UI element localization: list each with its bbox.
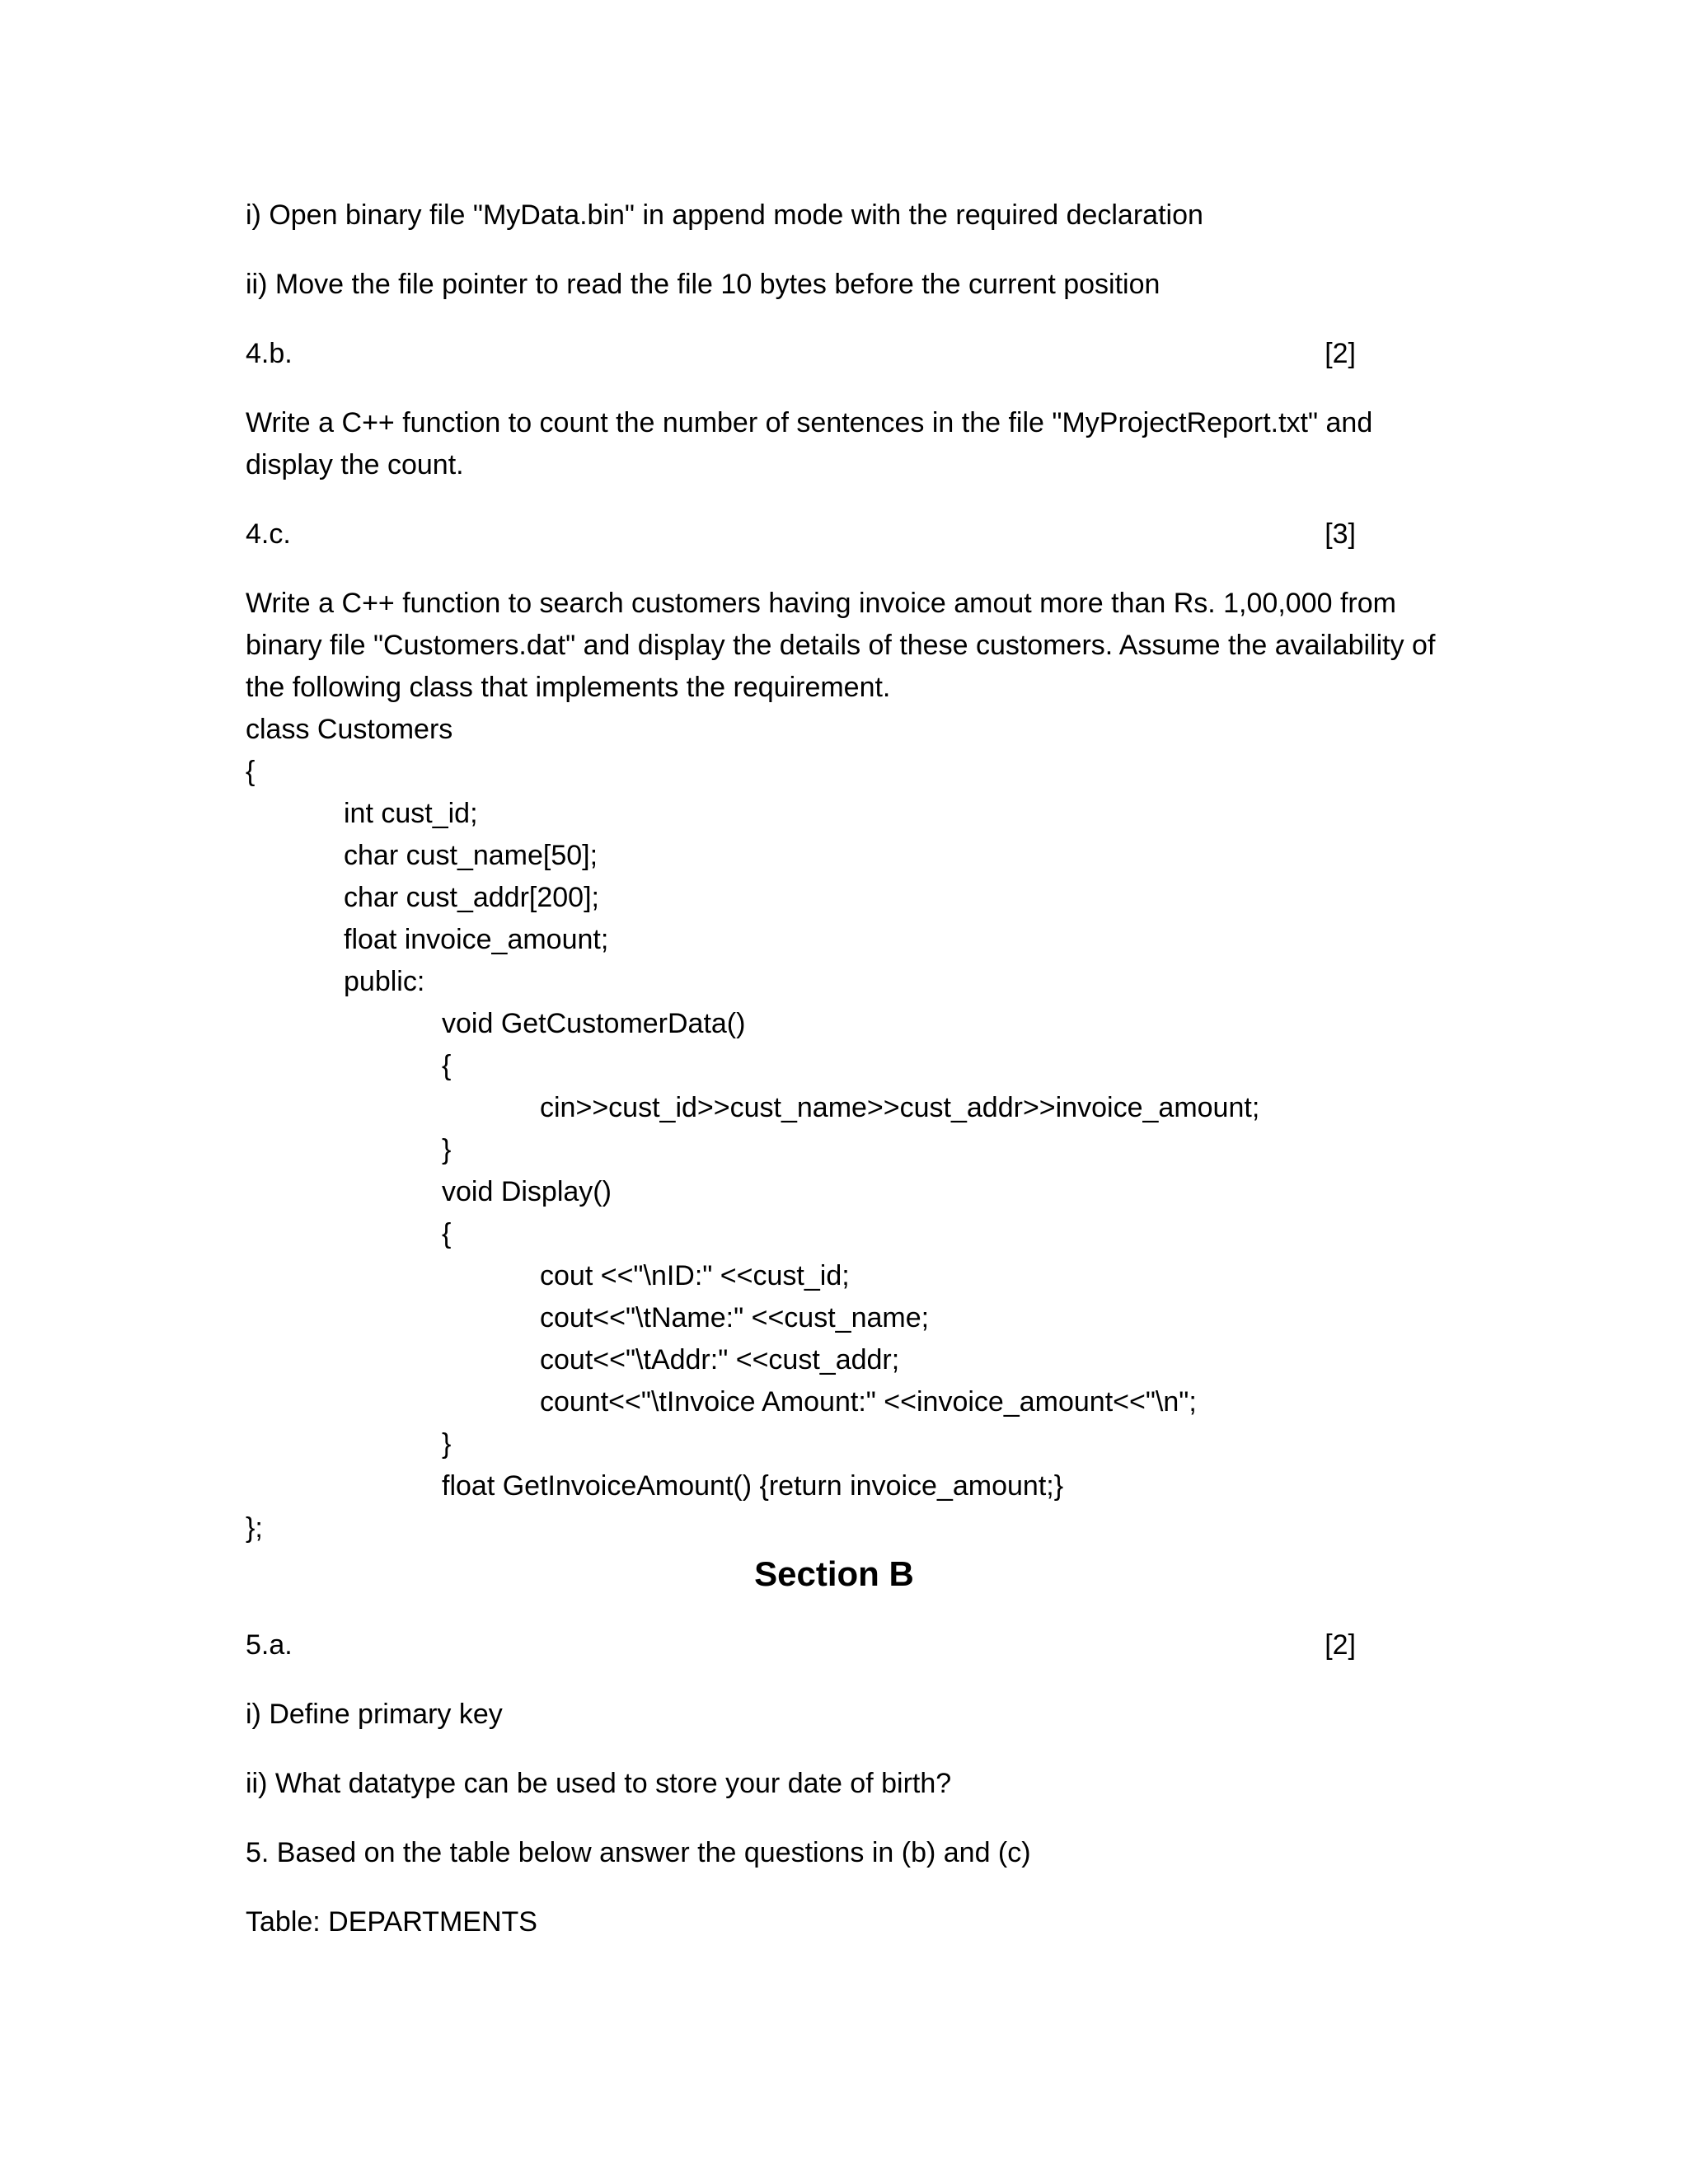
table-caption: Table: DEPARTMENTS [246,1906,537,1938]
q5a-marks: [2] [1325,1629,1356,1661]
code-line: public: [344,966,425,997]
q4b-label: 4.b. [246,338,293,369]
code-line: int cust_id; [344,798,478,829]
code-line: } [442,1428,452,1460]
q4c-label: 4.c. [246,518,291,550]
code-line: void Display() [442,1176,612,1207]
code-line: count<<"\tInvoice Amount:" <<invoice_amount<<"\n"; [540,1386,1197,1418]
q4b-marks: [2] [1325,338,1356,369]
code-line: } [442,1134,452,1165]
code-line: { [442,1218,452,1249]
q5a-part-ii: ii) What datatype can be used to store your date of birth? [246,1768,952,1799]
q4b-text-line-2: display the count. [246,449,464,480]
q4c-text-line-3: the following class that implements the requirement. [246,672,891,703]
code-line: class Customers [246,714,453,745]
code-line: { [246,756,256,787]
code-line: float invoice_amount; [344,924,609,955]
code-line: float GetInvoiceAmount() {return invoice_amount;} [442,1470,1064,1502]
q5a-label: 5.a. [246,1629,293,1661]
code-line: cout<<"\tAddr:" <<cust_addr; [540,1344,900,1376]
q4b-text-line-1: Write a C++ function to count the number of sentences in the file "MyProjectReport.txt" and [246,407,1373,438]
q5-intro: 5. Based on the table below answer the questions in (b) and (c) [246,1837,1031,1868]
code-line: cout <<"\nID:" <<cust_id; [540,1260,850,1291]
code-line: char cust_name[50]; [344,840,598,871]
code-line: { [442,1050,452,1081]
code-line: void GetCustomerData() [442,1008,746,1039]
code-line: cout<<"\tName:" <<cust_name; [540,1302,930,1333]
q4c-marks: [3] [1325,518,1356,550]
q4a-part-i: i) Open binary file "MyData.bin" in append mode with the required declaration [246,199,1203,231]
q4c-text-line-1: Write a C++ function to search customers having invoice amout more than Rs. 1,00,000 from [246,588,1396,619]
q4c-text-line-2: binary file "Customers.dat" and display the details of these customers. Assume the availability of [246,630,1436,661]
code-line: char cust_addr[200]; [344,882,599,913]
q5a-part-i: i) Define primary key [246,1699,503,1730]
code-line: cin>>cust_id>>cust_name>>cust_addr>>invoice_amount; [540,1092,1260,1123]
q4a-part-ii: ii) Move the file pointer to read the file 10 bytes before the current position [246,269,1160,300]
section-heading: Section B [754,1554,914,1593]
code-line: }; [246,1512,263,1544]
